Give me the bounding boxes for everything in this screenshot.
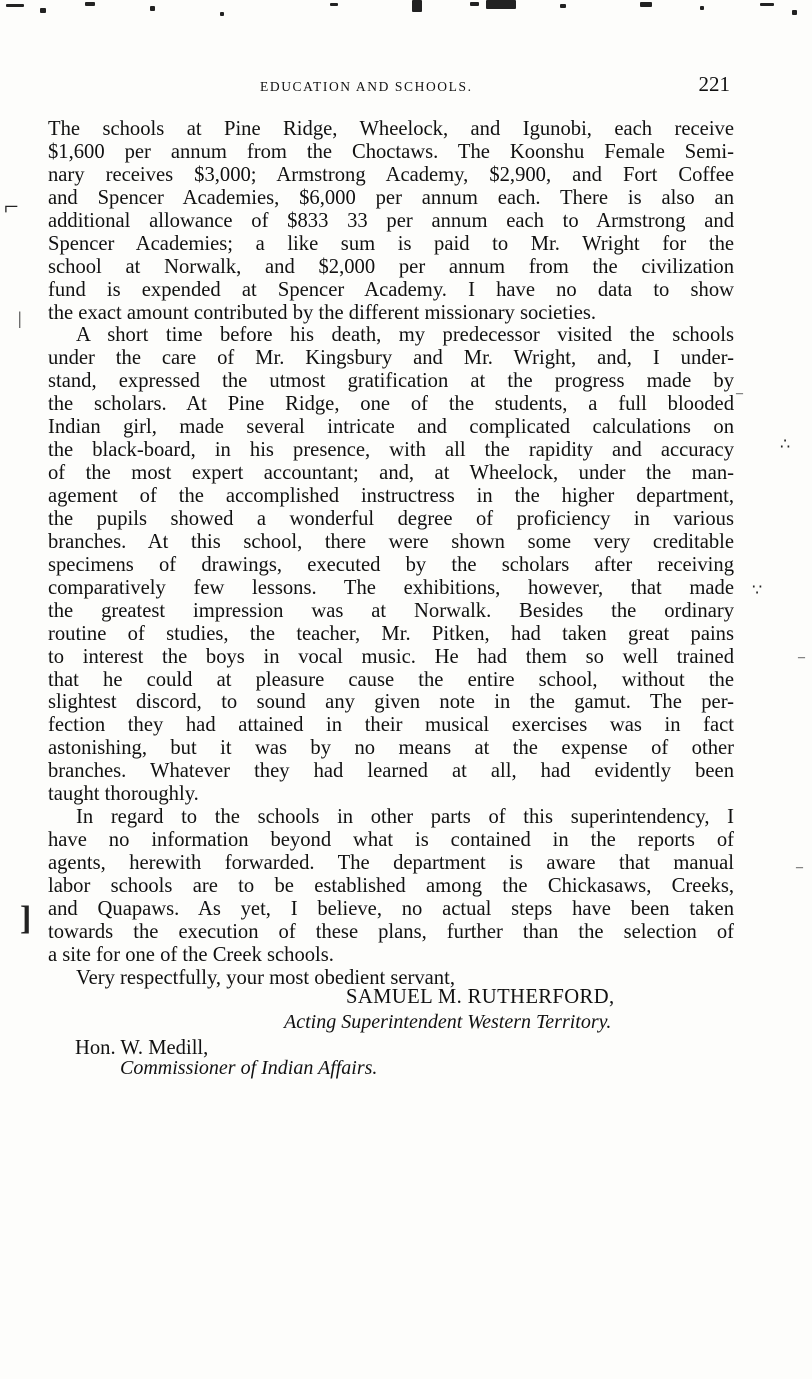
text-line: branches. Whatever they had learned at all, had evidently been (48, 760, 734, 783)
signature-title: Acting Superintendent Western Territory. (284, 1011, 612, 1033)
addressee-title: Commissioner of Indian Affairs. (120, 1057, 378, 1079)
text-line: agement of the accomplished instructress in the higher department, (48, 485, 734, 507)
margin-mark: ∴ (780, 436, 791, 453)
margin-mark: ] (20, 900, 32, 937)
text-line: that he could at pleasure cause the entire school, without the (48, 668, 734, 691)
text-line: branches. At this school, there were shown some very creditable (48, 530, 734, 553)
text-line: fund is expended at Spencer Academy. I have no data to show (48, 278, 734, 301)
paragraph (48, 118, 734, 324)
text-line: taught thoroughly. (48, 783, 199, 806)
text-line: comparatively few lessons. The exhibitions, however, that made (48, 576, 734, 599)
margin-mark: ‒ (798, 650, 805, 665)
text-line: the scholars. At Pine Ridge, one of the students, a full blooded (48, 393, 734, 416)
text-line: a site for one of the Creek schools. (48, 943, 334, 966)
text-line: Indian girl, made several intricate and complicated calculations on (48, 416, 734, 439)
margin-mark: ‒ (796, 860, 803, 875)
text-line: agents, herewith forwarded. The department is aware that manual (48, 852, 734, 874)
addressee-name: Hon. W. Medill, (75, 1037, 209, 1059)
text-line: have no information beyond what is contained in the reports of (48, 829, 734, 852)
text-line: In regard to the schools in other parts of this superintendency, I (76, 806, 734, 829)
signature-name: SAMUEL M. RUTHERFORD, (346, 986, 615, 1008)
text-line: towards the execution of these plans, further than the selection of (48, 920, 734, 943)
text-line: A short time before his death, my predecessor visited the schools (76, 324, 734, 347)
text-line: routine of studies, the teacher, Mr. Pitken, had taken great pains (48, 622, 734, 645)
text-line: The schools at Pine Ridge, Wheelock, and Igunobi, each receive (48, 118, 734, 140)
text-line: under the care of Mr. Kingsbury and Mr. Wright, and, I under- (48, 347, 734, 370)
text-line: the black-board, in his presence, with all the rapidity and accuracy (48, 439, 734, 462)
text-line: astonishing, but it was by no means at the expense of other (48, 737, 734, 760)
margin-mark: | (18, 308, 22, 328)
page-number: 221 (698, 72, 730, 96)
margin-mark: ∵ (752, 582, 763, 599)
text-line: school at Norwalk, and $2,000 per annum from the civilization (48, 255, 734, 278)
text-line: labor schools are to be established among the Chickasaws, Creeks, (48, 874, 734, 897)
paragraph (48, 324, 734, 806)
text-line: to interest the boys in vocal music. He had them so well trained (48, 645, 734, 668)
text-line: the exact amount contributed by the different missionary societies. (48, 301, 597, 324)
text-line: the greatest impression was at Norwalk. Besides the ordinary (48, 599, 734, 622)
paragraph (48, 806, 734, 967)
page-header (48, 74, 738, 104)
text-line: fection they had attained in their musical exercises was in fact (48, 714, 734, 737)
text-line: Spencer Academies; a like sum is paid to Mr. Wright for the (48, 232, 734, 255)
text-line: additional allowance of $833 33 per annum each to Armstrong and (48, 209, 734, 232)
closing-line: Very respectfully, your most obedient servant, (76, 966, 455, 989)
text-line: slightest discord, to sound any given note in the gamut. The per- (48, 691, 734, 714)
running-head: EDUCATION AND SCHOOLS. (260, 79, 473, 94)
text-line: stand, expressed the utmost gratification at the progress made by (48, 370, 734, 393)
scan-top-edge (0, 0, 812, 22)
margin-mark: ‒ (736, 386, 743, 401)
text-line: and Spencer Academies, $6,000 per annum each. There is also an (48, 186, 734, 209)
text-line: $1,600 per annum from the Choctaws. The Koonshu Female Semi- (48, 140, 734, 163)
text-line: nary receives $3,000; Armstrong Academy, $2,900, and Fort Coffee (48, 163, 734, 186)
text-line: specimens of drawings, executed by the scholars after receiving (48, 553, 734, 576)
text-line: the pupils showed a wonderful degree of proficiency in various (48, 507, 734, 530)
text-line: and Quapaws. As yet, I believe, no actual steps have been taken (48, 897, 734, 920)
margin-mark: ⌐ (4, 192, 19, 221)
text-line: of the most expert accountant; and, at Wheelock, under the man- (48, 462, 734, 485)
body-text (48, 118, 734, 990)
